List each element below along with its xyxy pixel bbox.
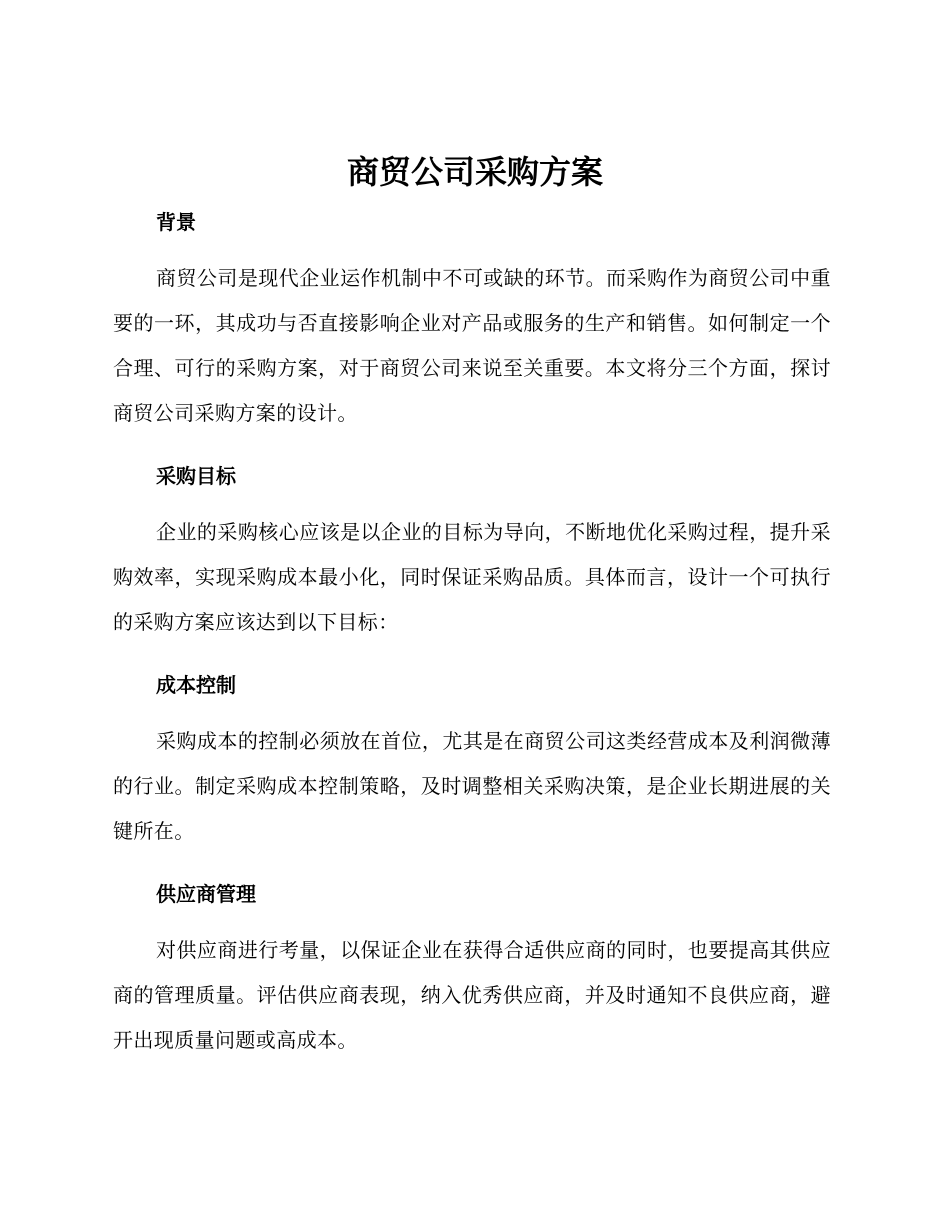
section-heading-supplier-management: 供应商管理 [156, 882, 256, 906]
paragraph-supplier-management: 对供应商进行考量，以保证企业在获得合适供应商的同时，也要提高其供应商的管理质量。评估供应商表现，纳入优秀供应商，并及时通知不良供应商，避开出现质量问题或高成本。 [113, 938, 831, 1052]
paragraph-cost-control: 采购成本的控制必须放在首位，尤其是在商贸公司这类经营成本及利润微薄的行业。制定采购成本控制策略，及时调整相关采购决策，是企业长期进展的关键所在。 [113, 729, 831, 843]
document-title: 商贸公司采购方案 [346, 153, 603, 191]
section-heading-cost-control: 成本控制 [156, 673, 236, 697]
document-body [113, 200, 831, 1063]
section-heading-background: 背景 [156, 210, 196, 234]
paragraph-procurement-goal: 企业的采购核心应该是以企业的目标为导向，不断地优化采购过程，提升采购效率，实现采购成本最小化，同时保证采购品质。具体而言，设计一个可执行的采购方案应该达到以下目标： [113, 520, 831, 634]
paragraph-background: 商贸公司是现代企业运作机制中不可或缺的环节。而采购作为商贸公司中重要的一环，其成功与否直接影响企业对产品或服务的生产和销售。如何制定一个合理、可行的采购方案，对于商贸公司来说至关重要。本文将分三个方面，探讨商贸公司采购方案的设计。 [113, 266, 831, 425]
section-heading-procurement-goal: 采购目标 [156, 464, 236, 488]
